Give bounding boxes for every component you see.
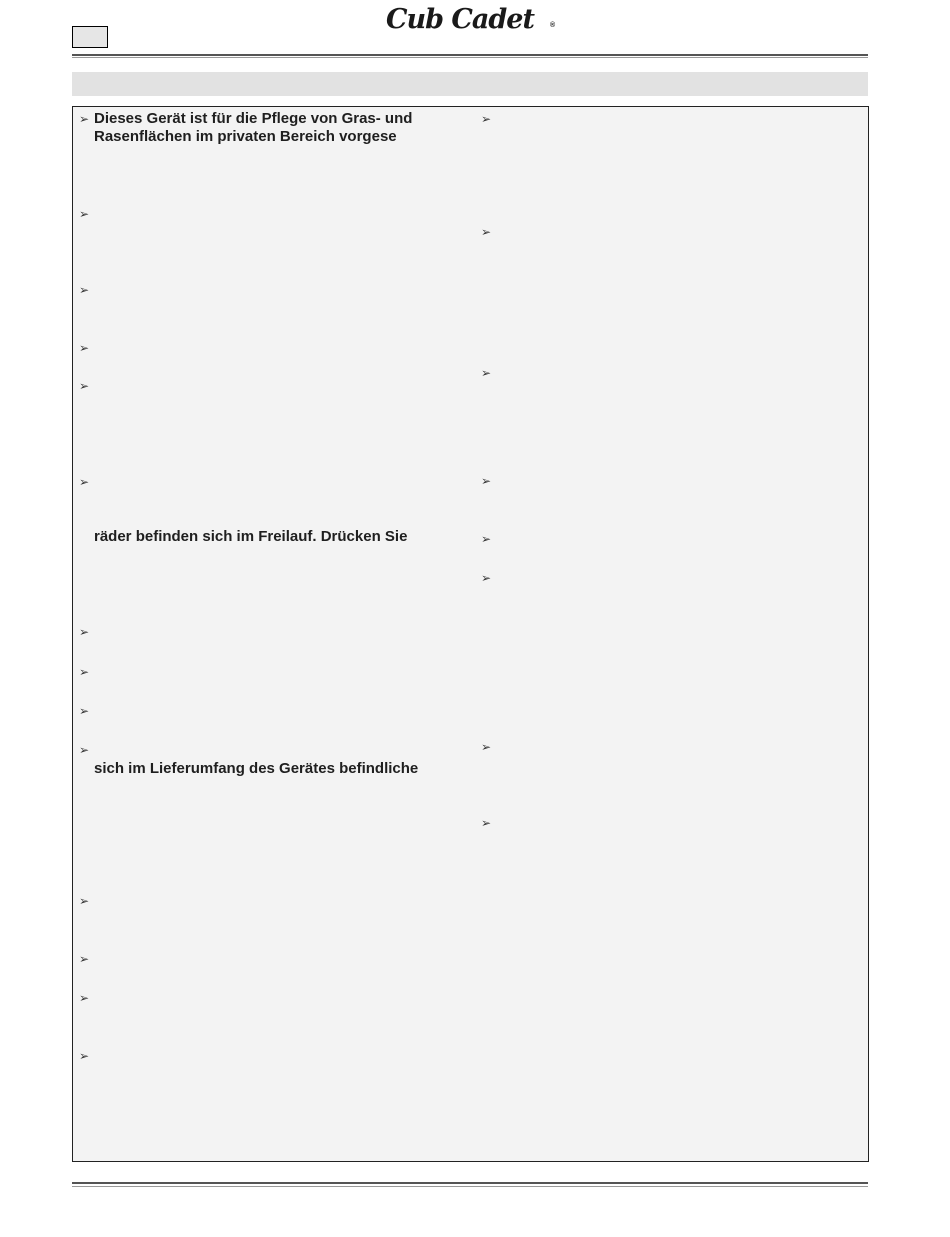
bullet-icon: ➢ (481, 740, 492, 754)
page-number-box (72, 26, 108, 48)
header-rule-thin (72, 57, 868, 58)
list-item-text: sich im Lieferumfang des Gerätes befindliche (94, 760, 419, 777)
bullet-icon: ➢ (79, 743, 90, 757)
footer-rule-thin (72, 1186, 868, 1187)
bullet-icon: ➢ (79, 991, 90, 1005)
bullet-icon: ➢ (79, 283, 90, 297)
bullet-icon: ➢ (481, 474, 492, 488)
registered-mark: ® (550, 22, 556, 29)
bullet-icon: ➢ (79, 665, 90, 679)
bullet-icon: ➢ (79, 112, 90, 126)
list-item-text: Rasenflächen im privaten Bereich vorgese (94, 128, 397, 145)
bullet-icon: ➢ (79, 207, 90, 221)
bullet-icon: ➢ (79, 379, 90, 393)
bullet-icon: ➢ (481, 816, 492, 830)
bullet-icon: ➢ (79, 704, 90, 718)
section-heading-bar (72, 72, 868, 96)
bullet-icon: ➢ (481, 225, 492, 239)
bullet-icon: ➢ (481, 532, 492, 546)
bullet-icon: ➢ (481, 571, 492, 585)
bullet-icon: ➢ (79, 952, 90, 966)
bullet-icon: ➢ (79, 894, 90, 908)
footer-rule (72, 1182, 868, 1184)
cub-cadet-logo: Cub Cadet (386, 4, 534, 35)
bullet-icon: ➢ (79, 625, 90, 639)
bullet-icon: ➢ (79, 341, 90, 355)
list-item-text: Dieses Gerät ist für die Pflege von Gras- und (94, 110, 413, 127)
bullet-icon: ➢ (481, 112, 492, 126)
header-rule (72, 54, 868, 56)
bullet-icon: ➢ (79, 1049, 90, 1063)
bullet-icon: ➢ (79, 475, 90, 489)
list-item-text: räder befinden sich im Freilauf. Drücken Sie (94, 528, 408, 545)
bullet-icon: ➢ (481, 366, 492, 380)
instructions-box (72, 106, 869, 1162)
